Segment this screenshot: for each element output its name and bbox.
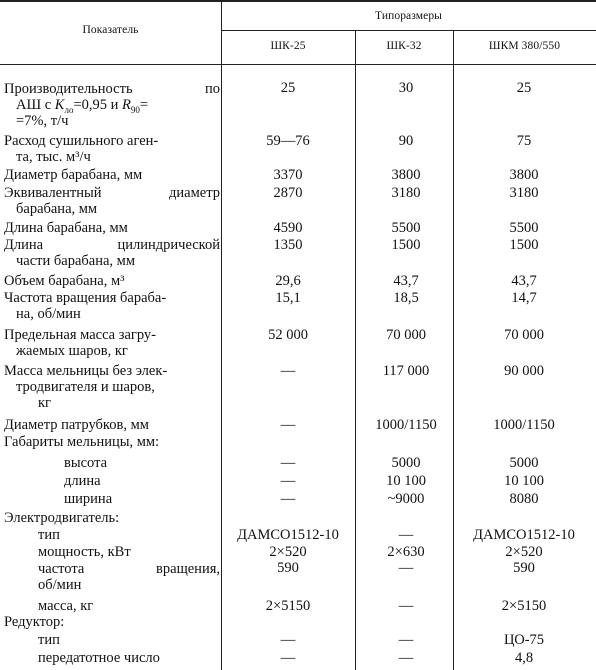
value-shkm: 10 100 [504, 473, 544, 489]
value-shk32: 1000/1150 [375, 417, 437, 433]
value-shk25: 2×5150 [265, 598, 311, 614]
row-label: Объем барабана, м³ [4, 273, 125, 289]
row-label: Диаметр патрубков, мм [4, 417, 149, 433]
value-shk32: — [398, 527, 414, 543]
value-shk25: 2×520 [269, 544, 307, 560]
value-shk32: 3800 [391, 167, 421, 183]
row-label: =7%, т/ч [16, 113, 69, 129]
value-shkm: 2×520 [505, 544, 543, 560]
row-label: мощность, кВт [38, 544, 131, 560]
row-label: на, об/мин [16, 306, 81, 322]
row-label: высота [64, 455, 108, 471]
value-shkm: 4,8 [514, 650, 534, 666]
row-label: длина [64, 473, 101, 489]
row-label: та, тыс. м³/ч [16, 149, 91, 165]
value-shk32: 1500 [391, 237, 421, 253]
value-shk25: — [280, 632, 296, 648]
header-col-shk25: ШК-25 [270, 40, 306, 52]
row-label: Расход сушильного аген- [4, 133, 159, 149]
value-shkm: 14,7 [511, 290, 537, 306]
value-shk25: 2870 [273, 185, 303, 201]
value-shkm: 3800 [509, 167, 539, 183]
value-shk32: 43,7 [393, 273, 419, 289]
row-label: кг [38, 395, 51, 411]
value-shkm: ЦО-75 [503, 632, 545, 648]
row-label: масса, кг [38, 598, 94, 614]
row-label: Предельная масса загру- [4, 327, 156, 343]
value-shk25: 4590 [273, 220, 303, 236]
value-shk25: — [280, 417, 296, 433]
header-bottom-rule [0, 64, 596, 65]
header-vertical-rule-1 [221, 0, 222, 670]
value-shkm: 3180 [509, 185, 539, 201]
value-shk32: 3180 [391, 185, 421, 201]
value-shk25: 590 [277, 560, 299, 576]
value-shk32: — [398, 632, 414, 648]
row-label: тродвигателя и шаров, [16, 379, 155, 395]
header-indicator: Показатель [82, 24, 139, 36]
value-shk25: — [280, 473, 296, 489]
value-shk32: 30 [398, 80, 414, 96]
row-label: Длина цилиндрической [4, 237, 220, 253]
value-shk25: ДАМСО1512-10 [237, 527, 339, 543]
value-shkm: 590 [513, 560, 535, 576]
value-shk32: ~9000 [387, 491, 425, 507]
value-shkm: 43,7 [511, 273, 537, 289]
value-shk32: 70 000 [386, 327, 426, 343]
value-shkm: 90 000 [504, 363, 544, 379]
value-shk25: 1350 [273, 237, 303, 253]
row-label: АШ с $K_{ло}=0,95$ и $R_{90}=$ [16, 97, 149, 115]
value-shkm: 75 [516, 133, 532, 149]
value-shkm: 25 [516, 80, 532, 96]
value-shk25: 15,1 [275, 290, 301, 306]
value-shkm: 70 000 [504, 327, 544, 343]
value-shk25: 59—76 [266, 133, 310, 149]
value-shk32: 5500 [391, 220, 421, 236]
value-shk25: 29,6 [275, 273, 301, 289]
value-shk25: — [280, 455, 296, 471]
row-label: жаемых шаров, кг [16, 343, 128, 359]
row-label: передатотное число [38, 650, 160, 666]
value-shk32: — [398, 650, 414, 666]
value-shk25: 25 [280, 80, 296, 96]
row-label: барабана, мм [16, 201, 98, 217]
value-shk32: 5000 [391, 455, 421, 471]
row-label: об/мин [38, 577, 82, 593]
row-label: Масса мельницы без элек- [4, 363, 168, 379]
value-shk25: — [280, 363, 296, 379]
row-label: Частота вращения бараба- [4, 290, 167, 306]
value-shk32: 90 [398, 133, 414, 149]
top-rule [0, 0, 596, 2]
value-shkm: 1500 [509, 237, 539, 253]
value-shkm: 5000 [509, 455, 539, 471]
header-vertical-rule-2 [355, 30, 356, 670]
row-label: Габариты мельницы, мм: [4, 434, 160, 450]
value-shk32: 18,5 [393, 290, 419, 306]
row-label: Редуктор: [4, 614, 65, 630]
row-label: ширина [64, 491, 113, 507]
value-shk25: 52 000 [268, 327, 308, 343]
header-vertical-rule-3 [453, 30, 454, 670]
header-types-group: Типоразмеры [375, 10, 442, 22]
value-shk25: — [280, 491, 296, 507]
value-shkm: 2×5150 [501, 598, 547, 614]
header-col-shkm: ШКМ 380/550 [488, 40, 561, 52]
group-rule [221, 30, 596, 31]
value-shk32: 2×630 [387, 544, 425, 560]
row-label: Диаметр барабана, мм [4, 167, 143, 183]
value-shkm: 8080 [509, 491, 539, 507]
row-label: Производительность по [4, 81, 220, 97]
value-shk32: 117 000 [382, 363, 430, 379]
value-shkm: ДАМСО1512-10 [473, 527, 575, 543]
row-label: тип [38, 632, 60, 648]
value-shkm: 1000/1150 [493, 417, 555, 433]
row-label: тип [38, 527, 60, 543]
row-label: частота вращения, [38, 561, 220, 577]
value-shk32: 10 100 [386, 473, 426, 489]
row-label: Эквивалентный диаметр [4, 185, 220, 201]
row-label: части барабана, мм [16, 253, 135, 269]
value-shkm: 5500 [509, 220, 539, 236]
value-shk25: — [280, 650, 296, 666]
row-label: Длина барабана, мм [4, 220, 128, 236]
value-shk32: — [398, 598, 414, 614]
value-shk32: — [398, 560, 414, 576]
value-shk25: 3370 [273, 167, 303, 183]
header-col-shk32: ШК-32 [386, 40, 422, 52]
row-label: Электродвигатель: [4, 510, 120, 526]
